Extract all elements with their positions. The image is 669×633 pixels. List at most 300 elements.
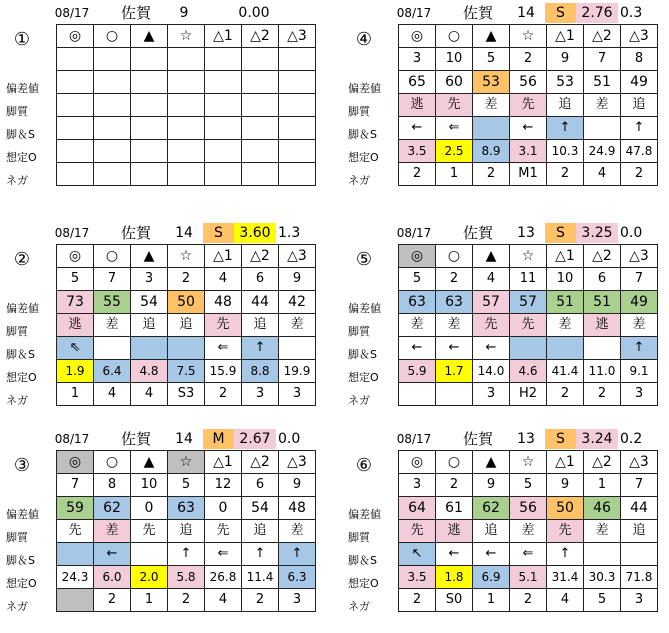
row-legs (57, 117, 316, 140)
cell-odds: 1.7 (436, 360, 473, 383)
race-panel-2 (344, 2, 669, 202)
row-odds (57, 360, 316, 383)
row-label: 脚＆S (348, 554, 377, 567)
row-label: 脚＆S (348, 128, 377, 141)
row-legs (399, 543, 658, 566)
cell-nega (279, 163, 316, 186)
row-label: 想定O (6, 151, 37, 164)
cell-nums: 1 (584, 474, 621, 497)
cell-nega: 2 (584, 383, 621, 406)
mark-header-cell: △2 (584, 25, 621, 48)
row-legs (57, 543, 316, 566)
row-nega (57, 589, 316, 612)
cell-nega: 2 (242, 589, 279, 612)
row-label: ネガ (6, 174, 28, 187)
cell-nega: M1 (510, 163, 547, 186)
row-odds (57, 140, 316, 163)
row-nega (399, 383, 658, 406)
mark-header-cell: ◎ (399, 451, 436, 474)
mark-header-cell: ◎ (57, 245, 94, 268)
cell-nega (94, 163, 131, 186)
cell-nums: 9 (473, 474, 510, 497)
cell-style (94, 94, 131, 117)
row-legs (399, 337, 658, 360)
race-panel-5 (2, 428, 327, 628)
row-nega (399, 589, 658, 612)
cell-odds: 6.9 (473, 566, 510, 589)
cell-nums: 10 (436, 48, 473, 71)
cell-style: 先 (205, 314, 242, 337)
cell-dev: 51 (584, 71, 621, 94)
race-number: ④ (355, 29, 373, 50)
cell-legs: ↖ (399, 543, 436, 566)
cell-dev: 44 (621, 497, 658, 520)
cell-nums (57, 48, 94, 71)
cell-odds: 10.3 (547, 140, 584, 163)
mark-header-cell: ◎ (57, 451, 94, 474)
mark-header-cell: △2 (242, 245, 279, 268)
cell-odds: 14.0 (473, 360, 510, 383)
cell-nega: 1 (436, 163, 473, 186)
cell-legs: ↑ (242, 543, 279, 566)
cell-dev (242, 71, 279, 94)
cell-dev: 49 (621, 291, 658, 314)
cell-legs: ← (473, 337, 510, 360)
row-label-spacer (344, 274, 398, 297)
cell-legs (168, 337, 205, 360)
cell-nega: 4 (94, 383, 131, 406)
cell-nums: 2 (510, 48, 547, 71)
cell-odds: 15.9 (205, 360, 242, 383)
cell-style: 先 (473, 314, 510, 337)
row-style (57, 94, 316, 117)
race-index-sub: 0.0 (278, 431, 301, 447)
cell-nums: 12 (205, 474, 242, 497)
cell-dev: 54 (131, 291, 168, 314)
race-header (344, 428, 669, 450)
cell-odds: 2.0 (131, 566, 168, 589)
cell-dev: 54 (242, 497, 279, 520)
row-legs (399, 117, 658, 140)
race-index-sub: 0.3 (620, 5, 643, 21)
cell-nega (205, 163, 242, 186)
race-date: 08/17 (396, 226, 432, 240)
cell-dev (57, 71, 94, 94)
cell-style: 先 (205, 520, 242, 543)
cell-legs (205, 117, 242, 140)
cell-legs: ↑ (279, 543, 316, 566)
cell-dev: 60 (436, 71, 473, 94)
row-style (57, 520, 316, 543)
cell-legs (279, 337, 316, 360)
mark-header-cell: ☆ (168, 25, 205, 48)
cell-legs: ← (436, 337, 473, 360)
cell-legs (473, 117, 510, 140)
cell-dev: 48 (279, 497, 316, 520)
cell-nega: 2 (168, 589, 205, 612)
cell-odds: 2.5 (436, 140, 473, 163)
cell-nega: 3 (279, 589, 316, 612)
cell-legs (621, 543, 658, 566)
cell-nums: 6 (242, 474, 279, 497)
cell-style: 先 (436, 94, 473, 117)
cell-nega: 3 (621, 383, 658, 406)
cell-legs (131, 117, 168, 140)
cell-odds: 4.6 (510, 360, 547, 383)
cell-odds: 3.1 (510, 140, 547, 163)
cell-legs: ← (436, 543, 473, 566)
cell-style: 逃 (399, 94, 436, 117)
cell-dev: 63 (436, 291, 473, 314)
cell-odds: 6.0 (94, 566, 131, 589)
race-grade-badge: S (545, 3, 576, 23)
cell-legs: ↑ (168, 543, 205, 566)
cell-nums: 2 (436, 268, 473, 291)
cell-nega: 4 (131, 383, 168, 406)
mark-header-cell: △3 (279, 451, 316, 474)
prediction-grid (398, 450, 658, 612)
cell-style: 差 (473, 94, 510, 117)
cell-dev: 44 (242, 291, 279, 314)
race-index-sub: 0.2 (620, 431, 643, 447)
cell-nega: 1 (57, 383, 94, 406)
cell-nega: 2 (547, 383, 584, 406)
race-date: 08/17 (54, 6, 90, 20)
row-odds (399, 566, 658, 589)
row-label-spacer (2, 480, 56, 503)
cell-odds: 3.5 (399, 140, 436, 163)
race-venue: 佐賀 (462, 224, 493, 242)
cell-style: 追 (621, 520, 658, 543)
row-label: 脚質 (6, 325, 28, 338)
cell-nums (242, 48, 279, 71)
row-nums (399, 268, 658, 291)
cell-dev: 46 (584, 497, 621, 520)
cell-nums: 9 (547, 474, 584, 497)
cell-nums: 2 (168, 268, 205, 291)
cell-style: 差 (621, 314, 658, 337)
row-label: ネガ (6, 600, 28, 613)
row-label: 想定O (348, 577, 379, 590)
cell-odds: 1.8 (436, 566, 473, 589)
mark-header-cell: △1 (547, 451, 584, 474)
cell-nega: 4 (584, 163, 621, 186)
cell-nega: 2 (473, 163, 510, 186)
cell-legs (168, 117, 205, 140)
mark-header-cell: ○ (436, 245, 473, 268)
race-index-sub (278, 3, 312, 23)
race-date: 08/17 (54, 226, 90, 240)
cell-style (57, 94, 94, 117)
cell-dev: 51 (584, 291, 621, 314)
row-label: ネガ (6, 394, 28, 407)
cell-dev: 59 (57, 497, 94, 520)
row-label: 偏差値 (348, 302, 381, 315)
cell-legs (584, 117, 621, 140)
row-label: ネガ (348, 174, 370, 187)
prediction-grid (56, 450, 316, 612)
cell-dev: 62 (473, 497, 510, 520)
cell-nega (436, 383, 473, 406)
cell-legs: ← (399, 117, 436, 140)
row-label: 脚＆S (348, 348, 377, 361)
row-label: 脚＆S (6, 348, 35, 361)
field-size: 14 (517, 5, 535, 21)
mark-header-cell: ☆ (510, 245, 547, 268)
cell-nega: 2 (205, 383, 242, 406)
cell-nums: 9 (547, 48, 584, 71)
row-label: 偏差値 (348, 508, 381, 521)
mark-header-cell: △2 (584, 245, 621, 268)
cell-odds: 6.4 (94, 360, 131, 383)
field-size: 14 (175, 225, 193, 241)
cell-dev: 0 (131, 497, 168, 520)
cell-legs (94, 337, 131, 360)
cell-dev: 63 (399, 291, 436, 314)
mark-header-cell: ○ (436, 25, 473, 48)
mark-header-cell: ☆ (168, 451, 205, 474)
cell-odds: 1.9 (57, 360, 94, 383)
cell-odds (131, 140, 168, 163)
cell-dev: 64 (399, 497, 436, 520)
cell-odds: 24.3 (57, 566, 94, 589)
row-nega (399, 163, 658, 186)
cell-nega: 2 (547, 163, 584, 186)
cell-odds: 11.0 (584, 360, 621, 383)
cell-legs: ← (473, 543, 510, 566)
race-index-sub: 1.3 (278, 225, 301, 241)
cell-odds (279, 140, 316, 163)
cell-nums: 10 (547, 268, 584, 291)
cell-nums: 5 (510, 474, 547, 497)
cell-legs (279, 117, 316, 140)
race-grade-badge: S (203, 223, 234, 243)
field-size: 14 (175, 431, 193, 447)
mark-header-cell: △1 (205, 451, 242, 474)
cell-legs (131, 337, 168, 360)
race-header (2, 428, 327, 450)
row-label: ネガ (348, 600, 370, 613)
mark-header-row (57, 25, 316, 48)
row-nums (57, 48, 316, 71)
cell-style: 逃 (584, 314, 621, 337)
row-labels (344, 54, 398, 192)
row-style (399, 314, 658, 337)
cell-legs: ↑ (621, 337, 658, 360)
cell-dev: 73 (57, 291, 94, 314)
cell-style (131, 94, 168, 117)
cell-style: 追 (168, 314, 205, 337)
race-grade-badge: M (203, 429, 234, 449)
cell-nega: H2 (510, 383, 547, 406)
row-odds (399, 360, 658, 383)
mark-header-cell: ▲ (131, 245, 168, 268)
cell-legs (510, 337, 547, 360)
cell-dev: 49 (621, 71, 658, 94)
cell-nums: 3 (399, 48, 436, 71)
cell-style: 差 (547, 314, 584, 337)
cell-odds: 71.8 (621, 566, 658, 589)
row-dev (57, 71, 316, 94)
cell-legs (584, 337, 621, 360)
cell-nega (57, 589, 94, 612)
row-label-spacer (2, 54, 56, 77)
cell-nums: 9 (279, 474, 316, 497)
prediction-grid (398, 244, 658, 406)
cell-legs: ← (510, 117, 547, 140)
mark-header-cell: ☆ (168, 245, 205, 268)
cell-nega: 1 (131, 589, 168, 612)
race-date: 08/17 (396, 6, 432, 20)
cell-dev: 0 (205, 497, 242, 520)
cell-nega: 4 (205, 589, 242, 612)
cell-dev: 65 (399, 71, 436, 94)
cell-nums: 3 (131, 268, 168, 291)
mark-header-cell: ▲ (473, 451, 510, 474)
cell-nega: 3 (242, 383, 279, 406)
cell-nega: 3 (621, 589, 658, 612)
cell-odds (94, 140, 131, 163)
row-label: 偏差値 (6, 302, 39, 315)
cell-dev: 57 (510, 291, 547, 314)
row-label-spacer (344, 54, 398, 77)
cell-style: 追 (242, 520, 279, 543)
cell-legs (131, 543, 168, 566)
race-panel-4 (344, 222, 669, 422)
prediction-grid (398, 24, 658, 186)
mark-header-cell: △3 (621, 451, 658, 474)
mark-header-cell: △2 (242, 25, 279, 48)
row-label: 脚質 (348, 105, 370, 118)
cell-dev: 56 (510, 71, 547, 94)
cell-nums: 3 (399, 474, 436, 497)
mark-header-row (57, 451, 316, 474)
cell-odds: 26.8 (205, 566, 242, 589)
cell-nega: S3 (168, 383, 205, 406)
cell-nums (205, 48, 242, 71)
race-header (344, 2, 669, 24)
cell-odds: 8.9 (473, 140, 510, 163)
mark-header-cell: ◎ (399, 25, 436, 48)
cell-legs (547, 337, 584, 360)
cell-legs: ⇐ (436, 117, 473, 140)
mark-header-cell: △1 (205, 25, 242, 48)
cell-nega (131, 163, 168, 186)
race-index-value: 2.76 (576, 3, 618, 23)
cell-style: 差 (94, 520, 131, 543)
cell-style: 差 (510, 520, 547, 543)
cell-nega: 2 (94, 589, 131, 612)
row-dev (57, 291, 316, 314)
mark-header-cell: ▲ (131, 25, 168, 48)
cell-style: 差 (584, 520, 621, 543)
row-label: 偏差値 (6, 508, 39, 521)
cell-nega: 3 (473, 383, 510, 406)
row-nums (57, 474, 316, 497)
row-label: 想定O (348, 151, 379, 164)
cell-nega: 2 (399, 163, 436, 186)
row-label: 脚質 (348, 325, 370, 338)
row-nums (399, 474, 658, 497)
cell-style: 追 (473, 520, 510, 543)
mark-header-cell: ○ (436, 451, 473, 474)
cell-nums: 5 (399, 268, 436, 291)
cell-odds: 4.8 (131, 360, 168, 383)
cell-nums: 7 (621, 474, 658, 497)
cell-nums: 7 (94, 268, 131, 291)
cell-nums: 5 (57, 268, 94, 291)
mark-header-cell: ◎ (399, 245, 436, 268)
cell-odds: 8.8 (242, 360, 279, 383)
mark-header-cell: △3 (621, 245, 658, 268)
row-label: 脚質 (6, 105, 28, 118)
cell-style: 先 (57, 520, 94, 543)
cell-dev: 56 (510, 497, 547, 520)
race-index-value: 0.00 (238, 5, 270, 21)
cell-style: 差 (584, 94, 621, 117)
row-style (399, 94, 658, 117)
cell-legs (242, 117, 279, 140)
cell-style: 先 (547, 520, 584, 543)
row-label: 想定O (6, 371, 37, 384)
cell-dev: 61 (436, 497, 473, 520)
cell-nums: 8 (94, 474, 131, 497)
cell-dev: 53 (547, 71, 584, 94)
row-legs (57, 337, 316, 360)
mark-header-cell: △1 (205, 245, 242, 268)
cell-nega (168, 163, 205, 186)
cell-odds: 6.3 (279, 566, 316, 589)
row-dev (399, 291, 658, 314)
race-header (344, 222, 669, 244)
cell-dev: 57 (473, 291, 510, 314)
cell-legs: ⇖ (57, 337, 94, 360)
cell-style (242, 94, 279, 117)
row-label: 想定O (6, 577, 37, 590)
cell-legs: ⇐ (205, 337, 242, 360)
race-date: 08/17 (396, 432, 432, 446)
cell-nums (94, 48, 131, 71)
race-date: 08/17 (54, 432, 90, 446)
cell-dev (131, 71, 168, 94)
cell-dev: 62 (94, 497, 131, 520)
field-size: 9 (179, 5, 189, 21)
cell-odds: 7.5 (168, 360, 205, 383)
cell-nega: S0 (436, 589, 473, 612)
cell-legs (584, 543, 621, 566)
cell-nums: 2 (436, 474, 473, 497)
race-venue: 佐賀 (120, 224, 151, 242)
cell-style (279, 94, 316, 117)
cell-nega: 5 (584, 589, 621, 612)
row-label: 偏差値 (348, 82, 381, 95)
cell-style: 先 (131, 520, 168, 543)
cell-dev: 50 (168, 291, 205, 314)
cell-odds: 5.9 (399, 360, 436, 383)
cell-nega: 4 (547, 589, 584, 612)
race-grade-badge: S (545, 429, 576, 449)
race-venue: 佐賀 (462, 430, 493, 448)
cell-nums: 9 (279, 268, 316, 291)
cell-nums: 7 (57, 474, 94, 497)
cell-nega: 2 (510, 589, 547, 612)
row-nums (57, 268, 316, 291)
cell-odds: 47.8 (621, 140, 658, 163)
cell-style: 先 (510, 314, 547, 337)
cell-nums: 5 (473, 48, 510, 71)
cell-legs: ↑ (621, 117, 658, 140)
cell-odds (205, 140, 242, 163)
